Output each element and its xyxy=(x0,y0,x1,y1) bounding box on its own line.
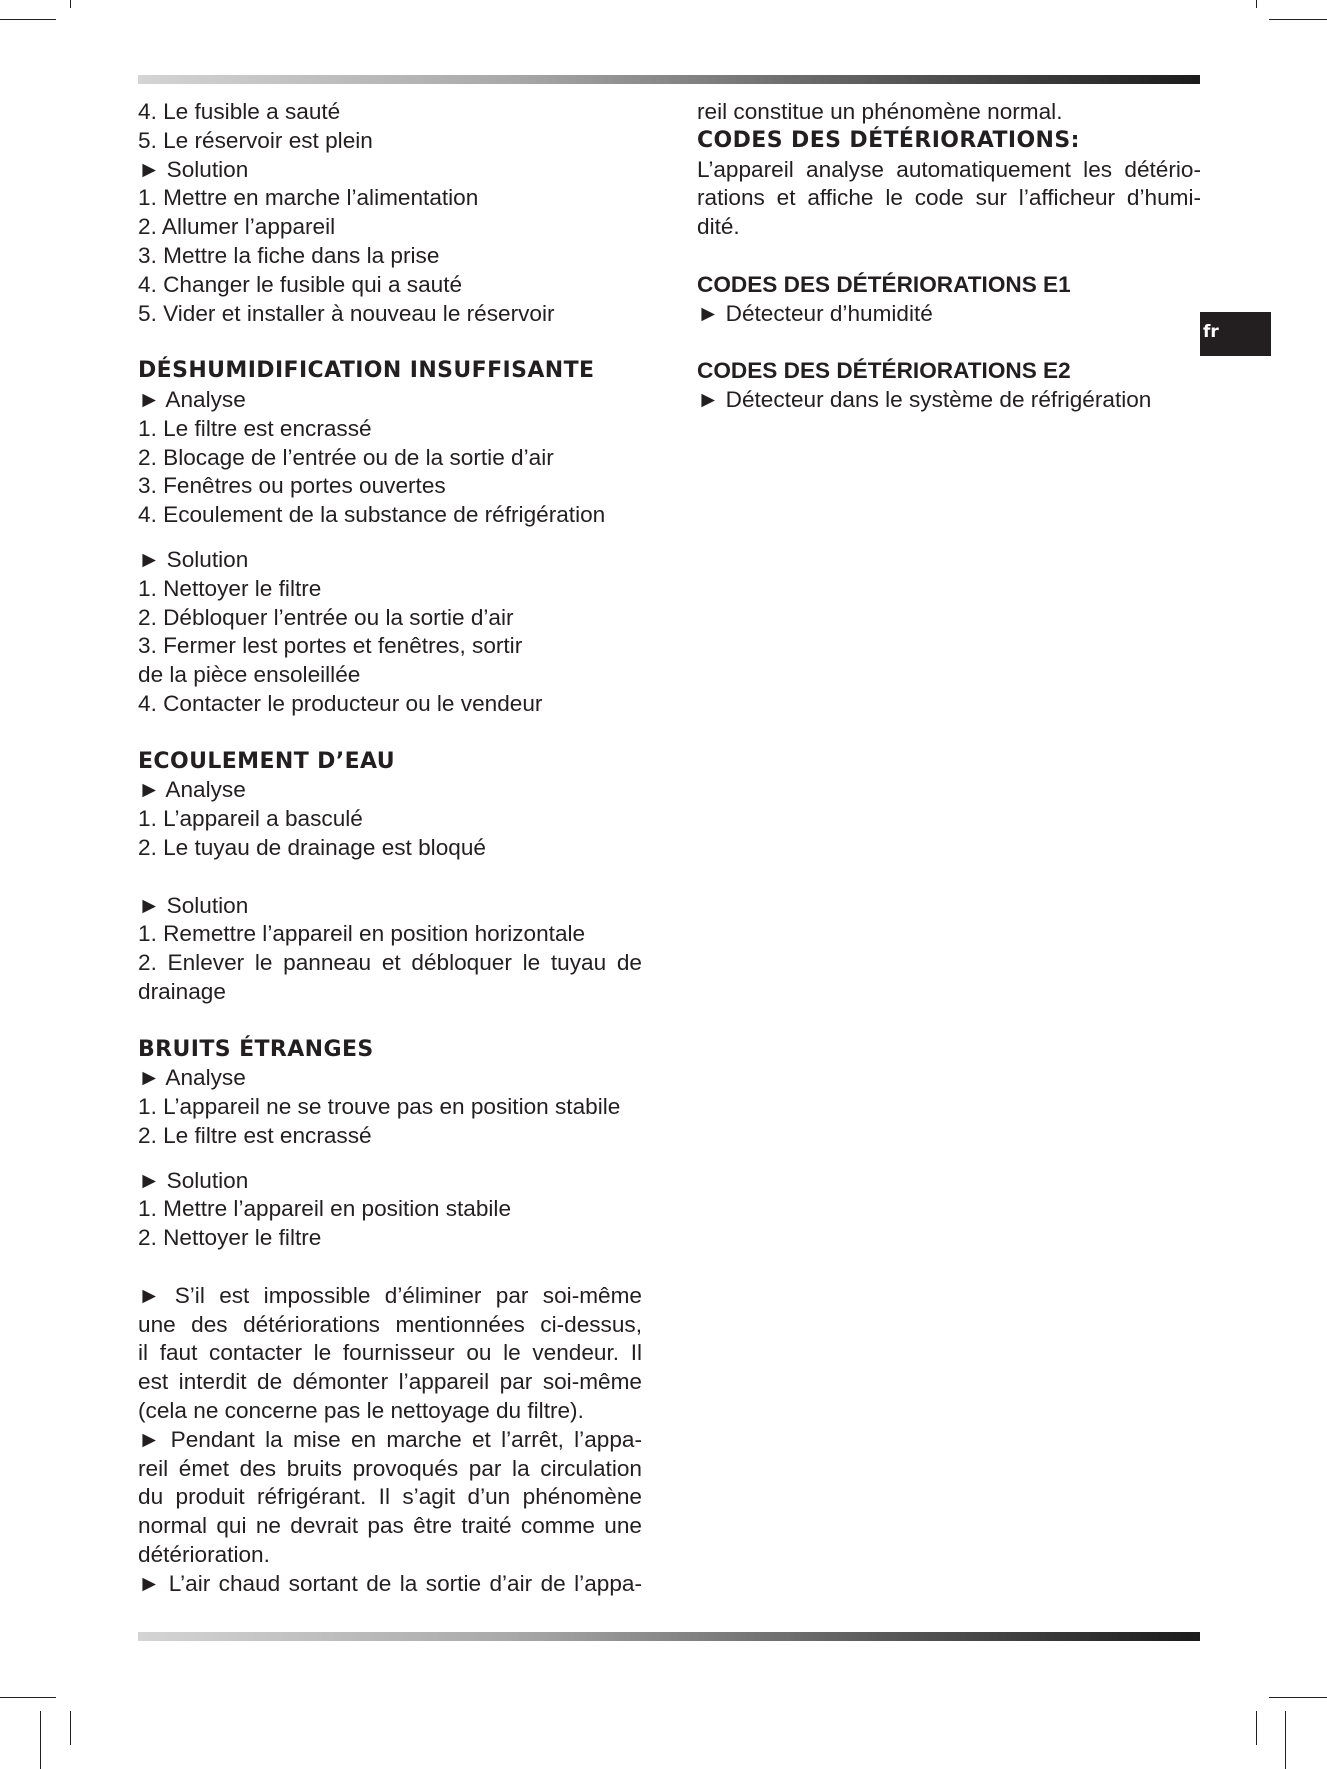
text-line: 1. Nettoyer le filtre xyxy=(138,575,322,601)
paragraph-line: L’appareil analyse automatiquement les détério- xyxy=(697,156,1201,182)
text-line: 1. Mettre en marche l’alimentation xyxy=(138,185,479,211)
text-line: détérioration. xyxy=(138,1542,270,1568)
text-line: ► Solution xyxy=(138,892,249,918)
crop-mark xyxy=(1256,0,1257,8)
paragraph-line: 2. Enlever le panneau et débloquer le tuyau de xyxy=(138,950,642,976)
spacer xyxy=(697,328,1201,357)
top-divider-bar xyxy=(138,75,1200,84)
text-line: 1. L’appareil ne se trouve pas en position stabile xyxy=(138,1094,621,1120)
crop-mark xyxy=(1269,1697,1327,1698)
text-line: ► Analyse xyxy=(138,386,246,412)
text-line: ► Solution xyxy=(138,546,249,572)
paragraph-line: rations et affiche le code sur l’afficheur d’humi- xyxy=(697,185,1201,211)
spacer xyxy=(138,1151,642,1167)
spacer xyxy=(138,863,642,892)
crop-mark xyxy=(1256,1711,1257,1745)
crop-mark xyxy=(1269,19,1327,20)
paragraph-line: une des détériorations mentionnées ci-dessus, xyxy=(138,1311,642,1337)
paragraph-line: reil émet des bruits provoqués par la circulation xyxy=(138,1455,642,1481)
crop-mark xyxy=(70,1711,71,1745)
crop-mark xyxy=(0,19,56,20)
text-line: 2. Le tuyau de drainage est bloqué xyxy=(138,834,486,860)
text-line: 1. L’appareil a basculé xyxy=(138,806,363,832)
text-line: 1. Mettre l’appareil en position stabile xyxy=(138,1196,512,1222)
text-line: 5. Le réservoir est plein xyxy=(138,127,373,153)
paragraph-line: il faut contacter le fournisseur ou le vendeur. Il xyxy=(138,1340,642,1366)
text-line: 4. Contacter le producteur ou le vendeur xyxy=(138,690,543,716)
text-line: ► Analyse xyxy=(138,777,246,803)
paragraph-line: est interdit de démonter l’appareil par soi-même xyxy=(138,1369,642,1395)
right-column xyxy=(697,98,1201,415)
spacer xyxy=(138,530,642,546)
language-tab: fr xyxy=(1200,312,1271,356)
text-line: reil constitue un phénomène normal. xyxy=(697,99,1063,124)
section-heading: DÉSHUMIDIFICATION INSUFFISANTE xyxy=(138,358,595,384)
left-column xyxy=(138,98,642,1599)
text-line: ► Analyse xyxy=(138,1065,246,1091)
crop-mark xyxy=(70,0,71,8)
paragraph-line: du produit réfrigérant. Il s’agit d’un phénomène xyxy=(138,1484,642,1510)
text-line: 5. Vider et installer à nouveau le réservoir xyxy=(138,300,555,326)
paragraph-line: ► S’il est impossible d’éliminer par soi-même xyxy=(138,1282,642,1308)
text-line: drainage xyxy=(138,978,226,1004)
text-line: 4. Ecoulement de la substance de réfrigération xyxy=(138,502,606,528)
paragraph-line: ► Pendant la mise en marche et l’arrêt, l’appa- xyxy=(138,1426,642,1452)
text-line: 3. Fermer lest portes et fenêtres, sortir xyxy=(138,633,523,659)
section-heading: ECOULEMENT D’EAU xyxy=(138,748,396,774)
text-line: ► Détecteur d’humidité xyxy=(697,300,933,326)
text-line: 4. Le fusible a sauté xyxy=(138,99,341,124)
crop-mark xyxy=(0,1697,56,1698)
bottom-divider-bar xyxy=(138,1632,1200,1641)
spacer xyxy=(138,1007,642,1036)
text-line: 2. Le filtre est encrassé xyxy=(138,1122,372,1148)
text-line: 2. Nettoyer le filtre xyxy=(138,1225,322,1251)
text-line: (cela ne concerne pas le nettoyage du filtre). xyxy=(138,1398,584,1424)
spacer xyxy=(697,242,1201,271)
text-line: 2. Débloquer l’entrée ou la sortie d’air xyxy=(138,604,514,630)
section-subheading: CODES DES DÉTÉRIORATIONS E1 xyxy=(697,271,1071,297)
section-heading: CODES DES DÉTÉRIORATIONS: xyxy=(697,127,1080,153)
text-line: ► Détecteur dans le système de réfrigération xyxy=(697,386,1152,412)
text-line: ► Solution xyxy=(138,156,249,182)
text-line: 4. Changer le fusible qui a sauté xyxy=(138,271,463,297)
text-line: dité. xyxy=(697,214,740,240)
crop-mark xyxy=(1285,1711,1286,1769)
paragraph-line: normal qui ne devrait pas être traité comme une xyxy=(138,1513,642,1539)
text-line: de la pièce ensoleillée xyxy=(138,662,361,688)
text-line: 3. Mettre la fiche dans la prise xyxy=(138,242,440,268)
section-heading: BRUITS ÉTRANGES xyxy=(138,1036,374,1062)
section-subheading: CODES DES DÉTÉRIORATIONS E2 xyxy=(697,358,1071,384)
spacer xyxy=(138,328,642,357)
text-line: 1. Remettre l’appareil en position horizontale xyxy=(138,921,586,947)
paragraph-line: ► L’air chaud sortant de la sortie d’air de l’appa- xyxy=(138,1570,642,1596)
text-line: 1. Le filtre est encrassé xyxy=(138,415,372,441)
text-line: 2. Blocage de l’entrée ou de la sortie d’air xyxy=(138,444,554,470)
text-line: 2. Allumer l’appareil xyxy=(138,214,336,240)
crop-mark xyxy=(40,1711,41,1769)
text-line: ► Solution xyxy=(138,1167,249,1193)
spacer xyxy=(138,1253,642,1282)
text-line: 3. Fenêtres ou portes ouvertes xyxy=(138,473,446,499)
spacer xyxy=(138,719,642,748)
